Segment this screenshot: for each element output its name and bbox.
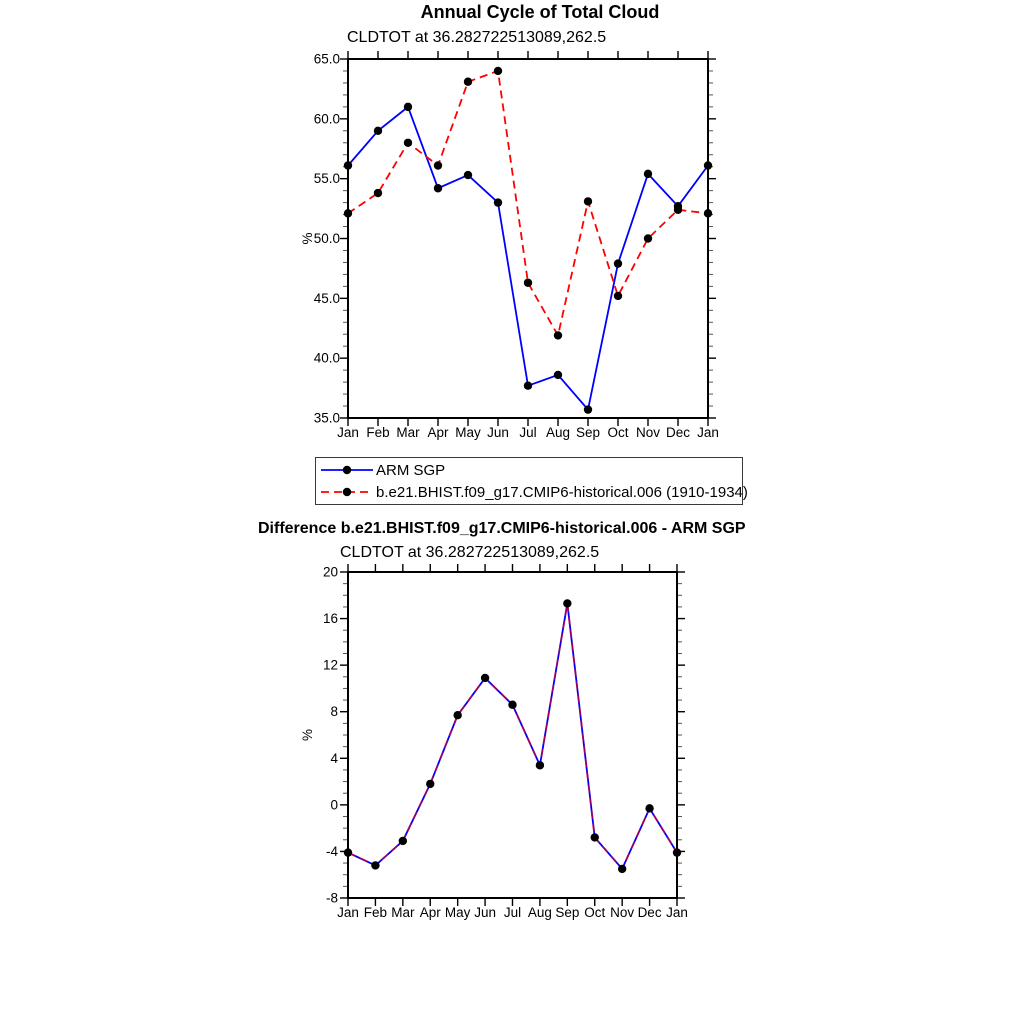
svg-text:Feb: Feb — [363, 905, 388, 920]
svg-text:Mar: Mar — [391, 905, 415, 920]
svg-text:Jan: Jan — [697, 425, 719, 440]
svg-text:Jul: Jul — [519, 425, 537, 440]
svg-text:16: 16 — [322, 611, 338, 627]
svg-text:Aug: Aug — [545, 425, 571, 440]
legend — [315, 457, 748, 505]
top-chart-subtitle: CLDTOT at 36.282722513089,262.5 — [347, 29, 607, 46]
markers-arm-sgp — [344, 103, 712, 414]
y-axis-labels — [314, 52, 340, 426]
svg-text:Jun: Jun — [474, 905, 496, 920]
svg-text:Nov: Nov — [635, 425, 661, 440]
y-axis-title: % — [300, 728, 315, 742]
svg-text:Mar: Mar — [396, 425, 420, 440]
svg-text:35.0: 35.0 — [313, 410, 340, 426]
svg-text:-8: -8 — [325, 890, 338, 906]
svg-text:Aug: Aug — [527, 905, 552, 920]
legend-item-arm-sgp — [319, 460, 742, 481]
svg-text:May: May — [455, 425, 481, 440]
svg-text:Apr: Apr — [427, 425, 449, 440]
line-difference-overlay — [348, 603, 677, 868]
top-chart — [300, 51, 719, 440]
svg-text:4: 4 — [330, 750, 338, 766]
markers-difference — [344, 599, 681, 873]
svg-text:Jul: Jul — [503, 905, 522, 920]
svg-text:Jun: Jun — [487, 425, 509, 440]
svg-text:Jan: Jan — [337, 905, 359, 920]
plot-frame — [348, 572, 677, 898]
svg-text:8: 8 — [330, 704, 338, 720]
svg-text:Oct: Oct — [607, 425, 629, 440]
plot-frame — [348, 59, 708, 418]
legend-marker-dot — [343, 488, 351, 496]
legend-item-model — [319, 482, 748, 503]
svg-text:Dec: Dec — [637, 905, 662, 920]
markers-b-e21-bhist-f09-g17-cmip6-historical-006-1910-1934 — [344, 67, 712, 340]
svg-text:Feb: Feb — [366, 425, 390, 440]
bottom-chart-title: Difference b.e21.BHIST.f09_g17.CMIP6-historical.006 - ARM SGP — [258, 520, 746, 537]
top-chart-title: Annual Cycle of Total Cloud — [420, 2, 660, 22]
legend-label-model: b.e21.BHIST.f09_g17.CMIP6-historical.006 (1910-1934) — [376, 483, 748, 501]
line-difference — [348, 603, 677, 868]
svg-text:Jan: Jan — [337, 425, 359, 440]
svg-text:55.0: 55.0 — [313, 171, 340, 187]
svg-text:Sep: Sep — [555, 905, 580, 920]
svg-text:40.0: 40.0 — [313, 350, 340, 366]
legend-label-arm-sgp: ARM SGP — [376, 461, 446, 479]
svg-text:60.0: 60.0 — [313, 111, 340, 127]
svg-text:-4: -4 — [325, 843, 338, 859]
svg-text:Sep: Sep — [575, 425, 601, 440]
svg-text:Nov: Nov — [610, 905, 635, 920]
svg-text:12: 12 — [322, 657, 338, 673]
svg-text:65.0: 65.0 — [313, 51, 340, 67]
svg-text:50.0: 50.0 — [313, 231, 340, 246]
difference-chart — [300, 564, 688, 920]
y-axis-title: % — [300, 232, 315, 245]
svg-text:20: 20 — [322, 564, 338, 580]
svg-text:Dec: Dec — [665, 425, 691, 440]
x-axis-labels — [337, 905, 688, 920]
legend-line-sample-dashed-red — [319, 486, 375, 498]
legend-line-sample-solid-blue — [319, 464, 375, 476]
legend-marker-dot — [343, 466, 351, 474]
axis-ticks — [340, 564, 685, 906]
svg-text:Jan: Jan — [666, 905, 688, 920]
y-axis-labels — [323, 565, 339, 906]
svg-text:Apr: Apr — [419, 905, 441, 920]
bottom-chart-subtitle: CLDTOT at 36.282722513089,262.5 — [340, 544, 600, 561]
svg-text:May: May — [444, 905, 471, 920]
svg-text:Oct: Oct — [584, 905, 606, 920]
axis-ticks — [340, 51, 716, 426]
x-axis-labels — [337, 425, 719, 440]
svg-text:45.0: 45.0 — [313, 290, 340, 306]
svg-text:0: 0 — [330, 797, 338, 813]
